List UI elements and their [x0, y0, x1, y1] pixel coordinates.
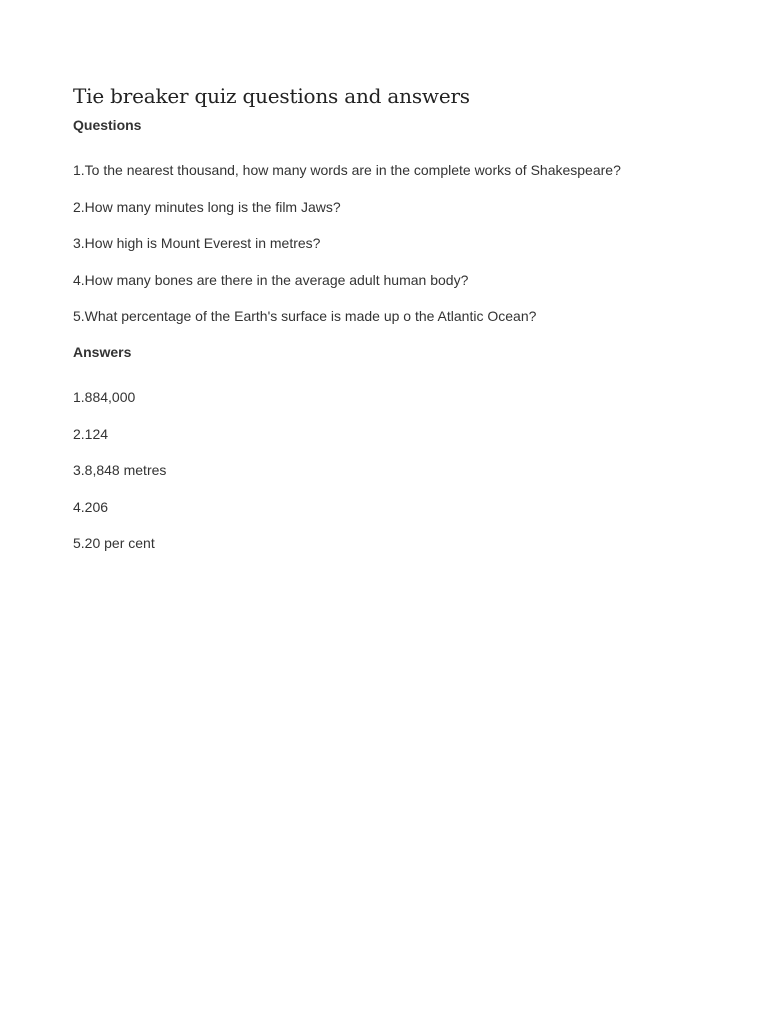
- answer-item: 3.8,848 metres: [73, 462, 167, 478]
- answer-item: 1.884,000: [73, 389, 136, 405]
- question-item: 2.How many minutes long is the film Jaws?: [73, 198, 341, 215]
- answers-heading: Answers: [73, 344, 132, 360]
- questions-heading: Questions: [73, 117, 142, 133]
- answer-item: 2.124: [73, 425, 109, 442]
- question-item: 3.How high is Mount Everest in metres?: [73, 235, 321, 251]
- question-item: 5.What percentage of the Earth's surface is made up o the Atlantic Ocean?: [73, 308, 537, 324]
- question-item: 1.To the nearest thousand, how many words are in the complete works of Shakespeare?: [73, 162, 621, 178]
- answer-item: 4.206: [73, 498, 109, 515]
- answers-list: [73, 388, 708, 552]
- answer-item: 5.20 per cent: [73, 535, 155, 551]
- page-title: Tie breaker quiz questions and answers: [73, 84, 470, 108]
- questions-list: [73, 161, 708, 325]
- question-item: 4.How many bones are there in the average adult human body?: [73, 271, 469, 288]
